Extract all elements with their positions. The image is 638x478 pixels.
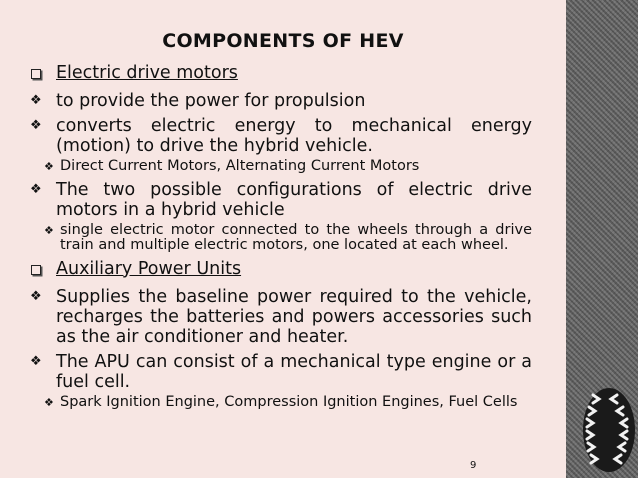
bullet-text: single electric motor connected to the wheels through a drive train and multiple electric motors, one located at each wheel. [60, 221, 532, 253]
bullet-text: The two possible configurations of electric drive motors in a hybrid vehicle [56, 179, 532, 220]
page-number: 9 [470, 460, 477, 471]
diamond-bullet-icon: ❖ [44, 160, 54, 173]
bullet-text: Electric drive motors [56, 63, 238, 83]
bullet-item [30, 352, 532, 392]
sub-bullet-item [30, 159, 532, 175]
bullet-text: converts electric energy to mechanical energy (motion) to drive the hybrid vehicle. [56, 116, 532, 156]
square-bullet-icon [30, 259, 56, 282]
tire-icon [575, 385, 637, 475]
section-heading [30, 259, 532, 282]
sub-bullet-item [30, 395, 532, 411]
diamond-bullet-icon: ❖ [30, 93, 42, 108]
bullet-text: Supplies the baseline power required to the vehicle, recharges the batteries and powers accessories such as the air conditioner and heater. [56, 286, 532, 347]
bullet-item [30, 116, 532, 156]
bullet-text: Direct Current Motors, Alternating Current Motors [60, 158, 420, 174]
bullet-item [30, 91, 532, 111]
diamond-bullet-icon: ❖ [30, 353, 42, 369]
bullet-text: Auxiliary Power Units [56, 258, 242, 279]
section-heading [30, 63, 532, 86]
diamond-bullet-icon: ❖ [30, 288, 42, 304]
bullet-list [30, 58, 532, 410]
diamond-bullet-icon: ❖ [30, 118, 42, 133]
bullet-text: The APU can consist of a mechanical type engine or a fuel cell. [56, 351, 532, 392]
bullet-item [30, 287, 532, 347]
bullet-text: Spark Ignition Engine, Compression Ignition Engines, Fuel Cells [60, 393, 518, 410]
slide-title: COMPONENTS OF HEV [162, 30, 404, 52]
sub-bullet-item [30, 223, 532, 254]
bullet-text: to provide the power for propulsion [56, 91, 366, 111]
diamond-bullet-icon: ❖ [30, 181, 42, 197]
square-bullet-icon [30, 63, 56, 86]
diamond-bullet-icon: ❖ [44, 223, 54, 237]
diamond-bullet-icon: ❖ [44, 395, 54, 409]
bullet-item [30, 180, 532, 220]
